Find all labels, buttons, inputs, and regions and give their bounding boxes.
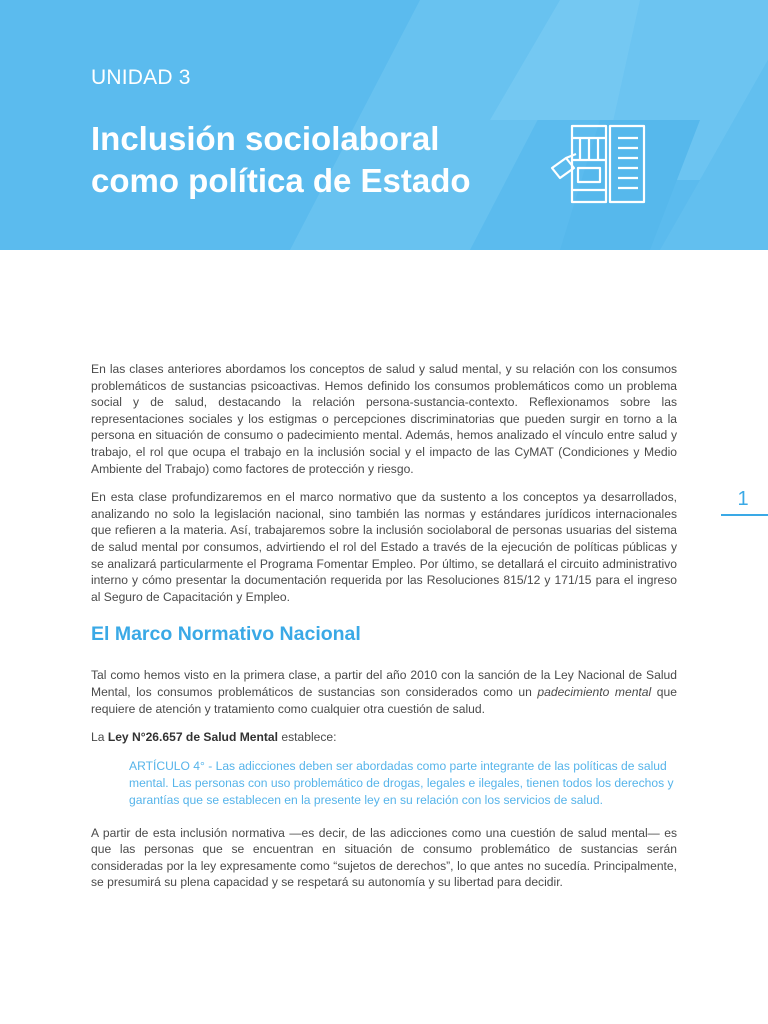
italic-term: padecimiento mental bbox=[537, 684, 652, 699]
title-line-2: como política de Estado bbox=[91, 162, 471, 199]
paragraph-normative bbox=[91, 667, 677, 717]
paragraph-class-overview: En esta clase profundizaremos en el marco normativo que da sustento a los conceptos ya desarrollados, analizando no solo la legislación nacional, sino también las normas y estándares jurídicos internacionales que refieren a la materia. Así, trabajaremos sobre la inclusión sociolaboral de personas usuarias del sistema de salud mental por consumos, advirtiendo el rol del Estado a través de la ejecución de políticas públicas y se analizará particularmente el Programa Fomentar Empleo. Por último, se detallará el circuito administrativo interno y cómo presentar la documentación requerida por las Resoluciones 815/12 y 171/15 para el ingreso al Seguro de Capacitación y Empleo. bbox=[91, 490, 677, 604]
page-number-underline bbox=[721, 514, 768, 516]
building-factory-icon bbox=[548, 124, 648, 206]
section-title: El Marco Normativo Nacional bbox=[91, 623, 361, 646]
unit-label: UNIDAD 3 bbox=[91, 66, 191, 89]
paragraph-normative-text: Tal como hemos visto en la primera clase, a partir del año 2010 con la sanción de la Ley Nacional de Salud Mental, los consumos problemáticos de sustancias son considerados como un bbox=[91, 668, 677, 699]
page-title bbox=[91, 118, 551, 202]
law-intro bbox=[91, 729, 677, 746]
title-line-1: Inclusión sociolaboral bbox=[91, 120, 440, 157]
law-name: Ley N°26.657 de Salud Mental bbox=[107, 730, 278, 745]
paragraph-conclusion: A partir de esta inclusión normativa —es decir, de las adicciones como una cuestión de salud mental— es que las personas que se encuentran en situación de consumo problemático de sustancias serán consideradas por la ley expresamente como “sujetos de derechos”, lo que antes no sucedía. Principalmente, se presumirá su plena capacidad y se respetará su autonomía y su libertad para decidir. bbox=[91, 825, 677, 890]
law-intro-prefix: La bbox=[91, 730, 108, 745]
header-banner bbox=[0, 0, 768, 250]
paragraph-normative-text-end: que requiere de atención y tratamiento como cualquier otra cuestión de salud. bbox=[91, 684, 677, 716]
law-quote: ARTÍCULO 4° - Las adicciones deben ser abordadas como parte integrante de las políticas de salud mental. Las personas con uso problemático de drogas, legales e ilegales, tienen todos los derechos y garantías que se establecen en la presente ley en su relación con los servicios de salud. bbox=[129, 758, 674, 807]
body-content bbox=[91, 361, 677, 903]
paragraph-intro: En las clases anteriores abordamos los conceptos de salud y salud mental, y su relación con los consumos problemáticos de sustancias psicoactivas. Hemos definido los consumos problemáticos como un problema social y de salud, destacando la relación persona-sustancia-contexto. Reflexionamos sobre las representaciones sociales y los estigmas o percepciones discriminatorias que pueden surgir en torno a la persona en situación de consumo o padecimiento mental. Además, hemos analizado el vínculo entre salud y trabajo, el rol que ocupa el trabajo en la inclusión social y el impacto de las CyMAT (Condiciones y Medio Ambiente del Trabajo) como factores de protección y riesgo. bbox=[91, 362, 677, 476]
law-intro-suffix: establece: bbox=[278, 730, 337, 745]
page-number: 1 bbox=[737, 488, 749, 510]
